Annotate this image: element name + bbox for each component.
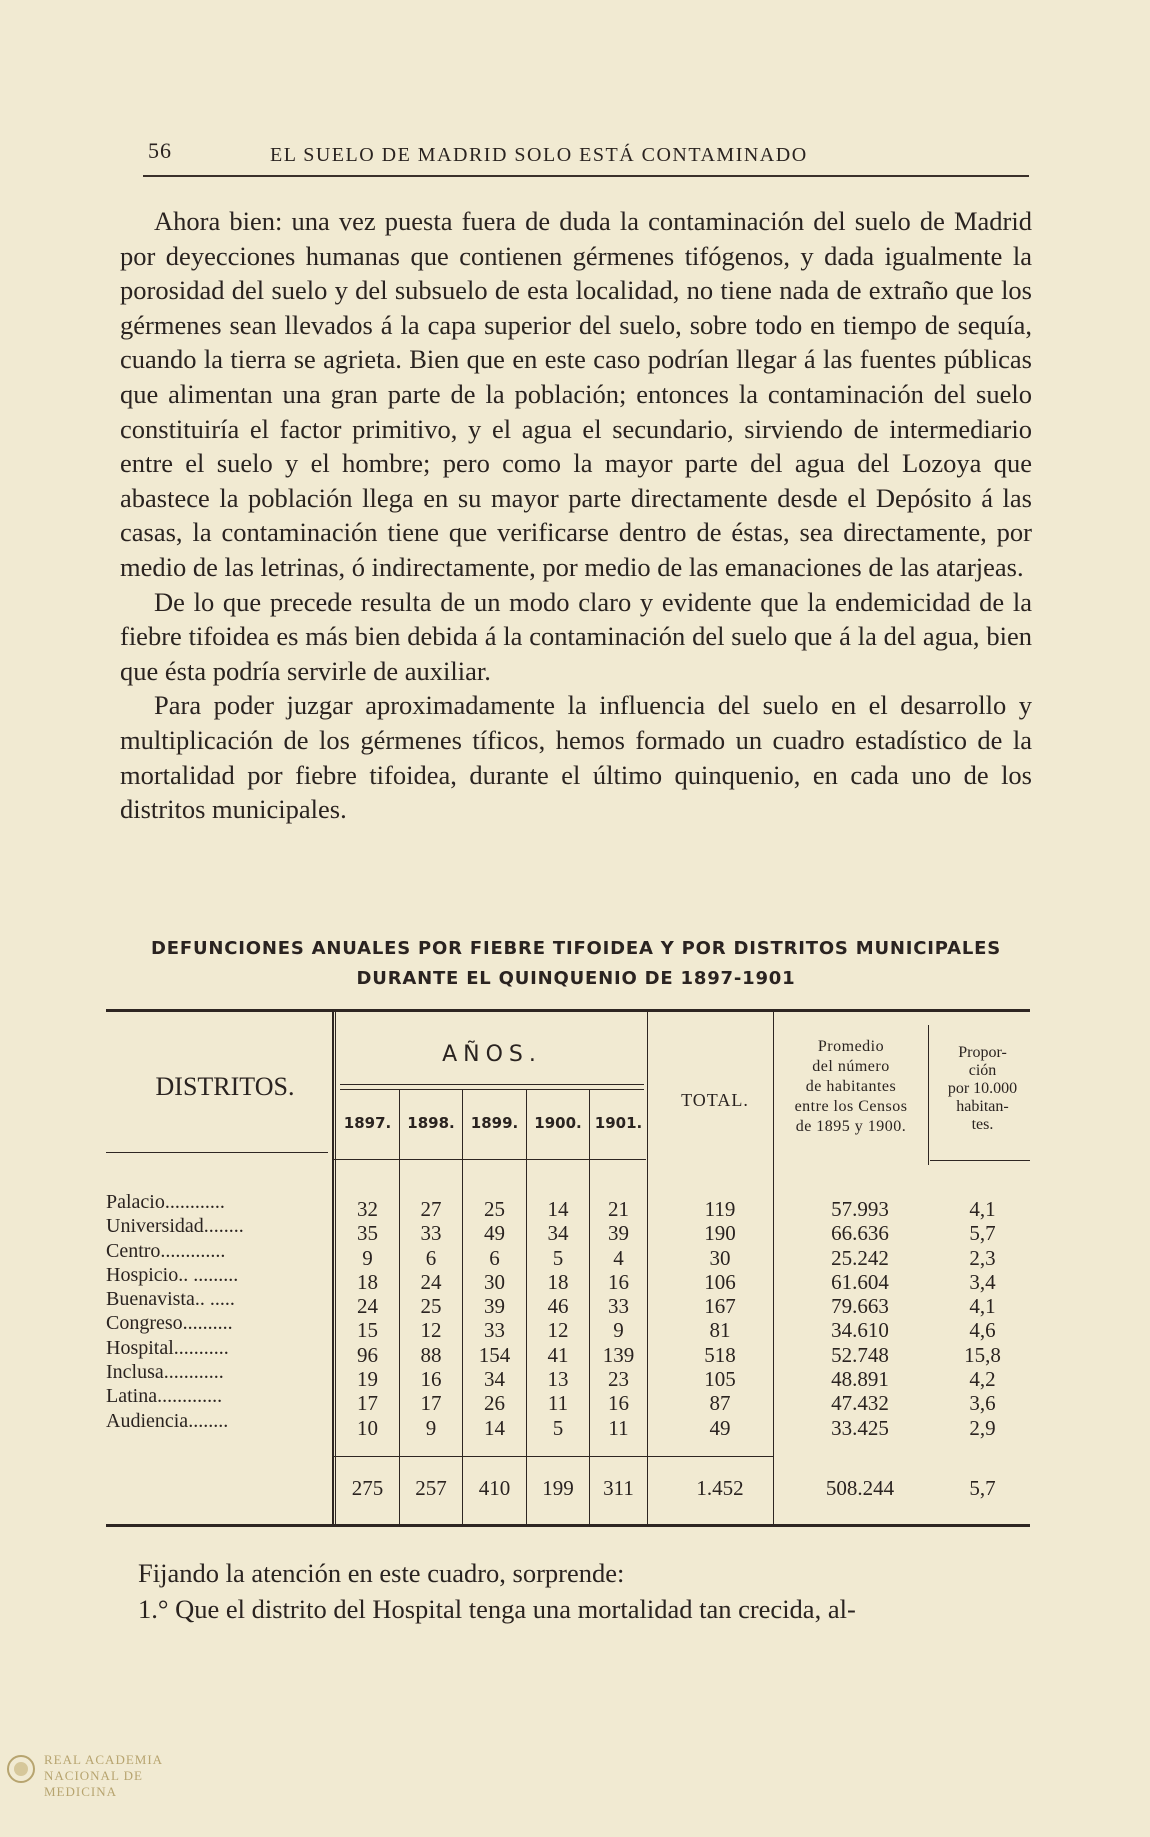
cell-1900: 12 [547,1318,569,1343]
cell-1901: 4 [613,1245,624,1270]
cell-average: 34.610 [831,1318,889,1343]
total-1898: 257 [415,1476,447,1500]
cell-proportion: 4,2 [969,1367,996,1392]
header-line: por 10.000 [947,1080,1018,1097]
table-title-line-1: DEFUNCIONES ANUALES POR FIEBRE TIFOIDEA Y POR DISTRITOS MUNICIPALES [151,938,1001,959]
cell-1899: 39 [484,1294,505,1319]
cell-proportion: 15,8 [964,1342,1001,1367]
cell-1898: 33 [420,1221,442,1246]
col-total [660,1197,780,1440]
col-1901 [590,1197,647,1440]
district-name: Hospital........... [106,1336,229,1359]
cell-1898: 25 [420,1294,442,1319]
stamp-line-2: NACIONAL DE MEDICINA [44,1768,143,1799]
cell-1900: 11 [547,1391,569,1416]
district-name: Congreso.......... [106,1312,233,1335]
cell-1901: 39 [608,1221,629,1246]
cell-1897: 17 [357,1391,378,1416]
cell-average: 52.748 [831,1342,889,1367]
district-name: Universidad........ [106,1215,244,1238]
header-rule [143,175,1029,177]
after-table-text [120,1555,1032,1627]
cell-1898: 88 [420,1342,442,1367]
cell-1899: 154 [478,1342,511,1367]
cell-1900: 5 [552,1415,564,1440]
col-1897 [336,1197,399,1440]
cell-1901: 9 [613,1318,624,1343]
header-line: Promedio [817,1038,885,1055]
cell-average: 66.636 [831,1221,889,1246]
years-header: AÑOS. [442,1042,542,1067]
col-average-population [790,1197,930,1440]
cell-average: 57.993 [831,1197,889,1221]
cell-1899: 25 [484,1197,505,1221]
cell-total: 106 [704,1269,736,1294]
cell-proportion: 2,9 [969,1415,996,1440]
cell-1898: 24 [420,1269,442,1294]
cell-1901: 33 [608,1294,629,1319]
cell-1901: 11 [608,1415,629,1440]
cell-1897: 15 [357,1318,378,1343]
header-line: ción [968,1062,997,1079]
total-1901: 311 [603,1476,634,1500]
table-bottom-rule [106,1524,1030,1527]
header-line: tes. [971,1116,994,1133]
col-proportion [930,1197,1035,1440]
cell-proportion: 2,3 [969,1245,996,1270]
cell-1898: 16 [420,1367,442,1392]
header-line: de 1895 y 1900. [795,1118,907,1135]
district-name: Latina............. [106,1385,223,1408]
year-header: 1899. [470,1114,519,1132]
cell-1900: 14 [547,1197,569,1221]
cell-1900: 34 [547,1221,569,1246]
district-names [106,1190,328,1433]
cell-1901: 21 [608,1197,629,1221]
district-name: Inclusa............ [106,1361,224,1384]
proportion-header-rule [930,1160,1030,1161]
cell-total: 81 [709,1318,731,1343]
cell-1901: 16 [608,1391,629,1416]
col-divider [647,1012,648,1524]
cell-1897: 18 [357,1269,378,1294]
average-population-header [775,1037,927,1137]
table-top-rule [106,1009,1030,1012]
cell-1900: 13 [547,1367,569,1392]
cell-proportion: 4,1 [969,1294,996,1319]
paragraph: 1.° Que el distrito del Hospital tenga una mortalidad tan crecida, al- [138,1594,856,1624]
table-title-line-2: DURANTE EL QUINQUENIO DE 1897-1901 [356,968,796,989]
district-name: Hospicio.. ......... [106,1263,239,1286]
totals-rule [334,1456,774,1457]
year-header: 1900. [534,1114,582,1132]
paragraph: De lo que precede resulta de un modo claro y evidente que la endemicidad de la fiebre tifoidea es más bien debida á la contaminación del suelo que á la del agua, bien que ésta podría servirle de auxiliar. [120,586,1032,686]
year-header: 1897. [343,1114,392,1132]
cell-1900: 41 [547,1342,569,1367]
years-group-rule-2 [340,1089,644,1090]
cell-1898: 6 [425,1245,437,1270]
col-1900 [527,1197,589,1440]
paragraph: Para poder juzgar aproximadamente la influencia del suelo en el desarrollo y multiplicación de los gérmenes tíficos, hemos formado un cuadro estadístico de la mortalidad por fiebre tifoidea, durante el último quinquenio, en cada uno de los distritos municipales. [120,690,1032,825]
cell-1897: 24 [357,1294,378,1319]
cell-1900: 46 [547,1294,569,1319]
years-group-rule [340,1084,644,1085]
cell-1899: 26 [484,1391,505,1416]
paragraph: Ahora bien: una vez puesta fuera de duda la contaminación del suelo de Madrid por deyecciones humanas que contienen gérmenes tifógenos, y dada igualmente la porosidad del suelo y del subsuelo de esta localidad, no tiene nada de extraño que los gérmenes sean llevados á la capa superior del suelo, sobre todo en tiempo de sequía, cuando la tierra se agrieta. Bien que en este caso podrían llegar á las fuentes públicas que alimentan una gran parte de la población; entonces la contaminación del suelo constituiría el factor primitivo, y el agua el secundario, sirviendo de intermediario entre el suelo y el hombre; pero como la mayor parte del agua del Lozoya que abastece la población llega en su mayor parte directamente desde el Depósito á las casas, la contaminación tiene que verificarse dentro de éstas, sea directamente, por medio de las letrinas, ó indirectamente, por medio de las emanaciones de las atarjeas. [120,206,1032,582]
cell-proportion: 4,6 [969,1318,996,1343]
total-header: TOTAL. [681,1090,749,1110]
years-header-rule [334,1159,646,1160]
district-name: Centro............. [106,1239,226,1262]
header-line: del número [812,1058,890,1075]
cell-proportion: 3,6 [969,1391,996,1416]
districts-header: DISTRITOS. [155,1072,295,1101]
cell-proportion: 3,4 [969,1269,996,1294]
cell-1900: 18 [547,1269,569,1294]
cell-proportion: 4,1 [969,1197,996,1221]
cell-1899: 6 [489,1245,500,1270]
total-1900: 199 [542,1476,574,1500]
page-number: 56 [148,138,172,163]
col-1899 [463,1197,526,1440]
running-title: EL SUELO DE MADRID SOLO ESTÁ CONTAMINADO [270,144,808,166]
cell-1898: 12 [420,1318,442,1343]
district-name: Audiencia........ [106,1409,229,1432]
cell-1897: 10 [357,1415,378,1440]
total-proportion: 5,7 [969,1476,996,1500]
cell-1898: 27 [420,1197,442,1221]
cell-average: 47.432 [831,1391,889,1416]
cell-total: 105 [704,1367,736,1392]
cell-average: 48.891 [831,1367,889,1392]
cell-1899: 14 [484,1415,505,1440]
cell-1897: 32 [357,1197,378,1221]
year-header: 1901. [594,1114,643,1132]
header-line: Propor- [958,1044,1007,1061]
header-line: entre los Censos [794,1098,908,1115]
cell-total: 167 [704,1294,736,1319]
proportion-header [930,1044,1035,1134]
cell-1901: 23 [608,1367,629,1392]
cell-total: 119 [704,1197,736,1221]
cell-1897: 9 [362,1245,373,1270]
header-line: habitan- [956,1098,1009,1115]
cell-1898: 9 [425,1415,437,1440]
cell-average: 33.425 [831,1415,889,1440]
stamp-line-1: REAL ACADEMIA [44,1752,164,1767]
district-name: Buenavista.. ..... [106,1288,235,1311]
paragraph: Fijando la atención en este cuadro, sorprende: [138,1558,625,1588]
total-average-population: 508.244 [825,1476,895,1500]
cell-1899: 49 [484,1221,505,1246]
table-title [120,934,1032,994]
body-text [120,204,1032,827]
seal-icon [6,1754,36,1784]
cell-average: 79.663 [831,1294,889,1319]
col-1898 [400,1197,462,1440]
cell-average: 61.604 [831,1269,889,1294]
total-1897: 275 [351,1476,384,1500]
grand-total: 1.452 [696,1476,744,1500]
cell-1901: 139 [602,1342,635,1367]
cell-1901: 16 [608,1269,629,1294]
col-divider [332,1012,334,1524]
total-1899: 410 [478,1476,511,1500]
cell-1899: 34 [484,1367,505,1392]
district-name: Palacio............ [106,1191,225,1213]
cell-1899: 33 [484,1318,505,1343]
cell-total: 87 [709,1391,731,1416]
cell-1897: 19 [357,1367,378,1392]
cell-total: 190 [704,1221,736,1246]
header-line: de habitantes [805,1078,897,1095]
cell-1900: 5 [552,1245,564,1270]
cell-average: 25.242 [831,1245,889,1270]
year-header: 1898. [407,1114,455,1132]
cell-total: 518 [704,1342,736,1367]
cell-total: 30 [709,1245,731,1270]
cell-1897: 35 [357,1221,378,1246]
cell-1898: 17 [420,1391,442,1416]
districts-header-rule [106,1152,328,1153]
cell-total: 49 [709,1415,731,1440]
col-divider [928,1025,929,1165]
cell-1897: 96 [357,1342,378,1367]
cell-1899: 30 [484,1269,505,1294]
cell-proportion: 5,7 [969,1221,996,1246]
